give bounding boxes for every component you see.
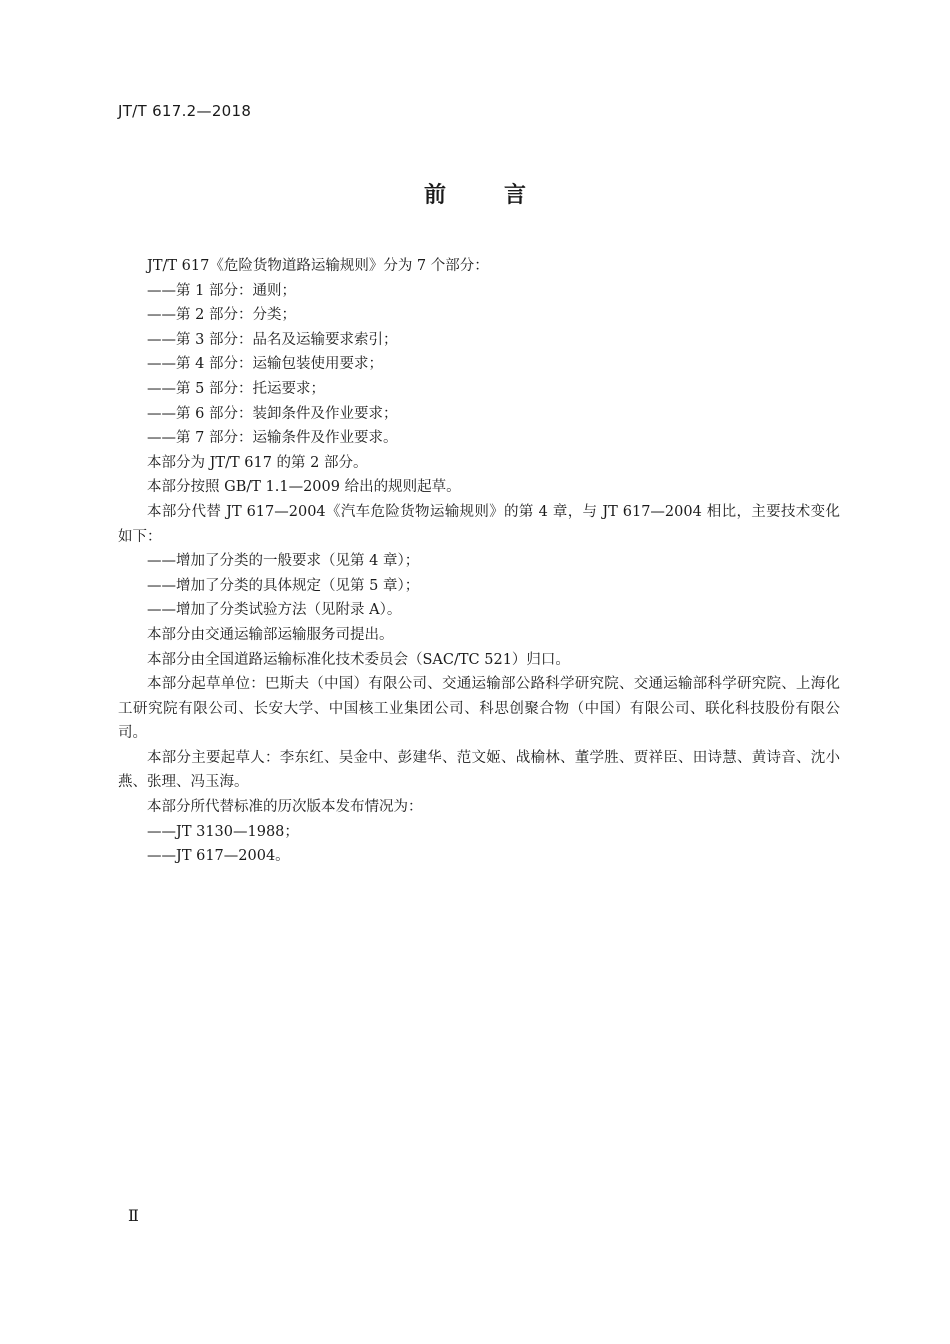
part-list-item: ——第 7 部分：运输条件及作业要求。 — [147, 430, 398, 447]
page-title — [0, 178, 950, 209]
paragraph: 本部分按照 GB/T 1.1—2009 给出的规则起草。 — [147, 479, 461, 496]
page-number: Ⅱ — [128, 1206, 139, 1225]
page-title-char-2: 言 — [504, 183, 527, 208]
change-list-item: ——增加了分类的一般要求（见第 4 章）； — [147, 553, 420, 570]
part-list-item: ——第 3 部分：品名及运输要求索引； — [147, 331, 398, 348]
change-list-item: ——增加了分类的具体规定（见第 5 章）； — [147, 577, 420, 594]
part-list-item: ——第 6 部分：装卸条件及作业要求； — [147, 405, 398, 422]
intro-paragraph: JT/T 617《危险货物道路运输规则》分为 7 个部分： — [147, 258, 489, 274]
part-list-item: ——第 1 部分：通则； — [147, 282, 296, 299]
part-list-item: ——第 4 部分：运输包装使用要求； — [147, 356, 383, 373]
version-list-item: ——JT 617—2004。 — [147, 848, 290, 865]
paragraph: 本部分所代替标准的历次版本发布情况为： — [147, 799, 423, 816]
part-list-item: ——第 2 部分：分类； — [147, 307, 296, 324]
paragraph: 本部分由交通运输部运输服务司提出。 — [147, 626, 394, 643]
standard-code: JT/T 617.2—2018 — [118, 102, 252, 120]
paragraph: 本部分主要起草人：李东红、吴金中、彭建华、范文姬、战榆林、董学胜、贾祥臣、田诗慧、黄诗音、沈小燕、张理、冯玉海。 — [118, 749, 840, 791]
page-title-char-1: 前 — [423, 183, 446, 208]
paragraph: 本部分为 JT/T 617 的第 2 部分。 — [147, 454, 368, 471]
version-list-item: ——JT 3130—1988； — [147, 823, 299, 840]
paragraph: 本部分代替 JT 617—2004《汽车危险货物运输规则》的第 4 章，与 JT 617—2004 相比，主要技术变化如下： — [118, 503, 840, 545]
foreword-body — [118, 254, 840, 869]
paragraph: 本部分由全国道路运输标准化技术委员会（SAC/TC 521）归口。 — [147, 651, 570, 668]
part-list-item: ——第 5 部分：托运要求； — [147, 380, 325, 397]
change-list-item: ——增加了分类试验方法（见附录 A）。 — [147, 602, 402, 619]
paragraph: 本部分起草单位：巴斯夫（中国）有限公司、交通运输部公路科学研究院、交通运输部科学研究院、上海化工研究院有限公司、长安大学、中国核工业集团公司、科思创聚合物（中国）有限公司、联化科技股份有限公司。 — [118, 676, 840, 742]
